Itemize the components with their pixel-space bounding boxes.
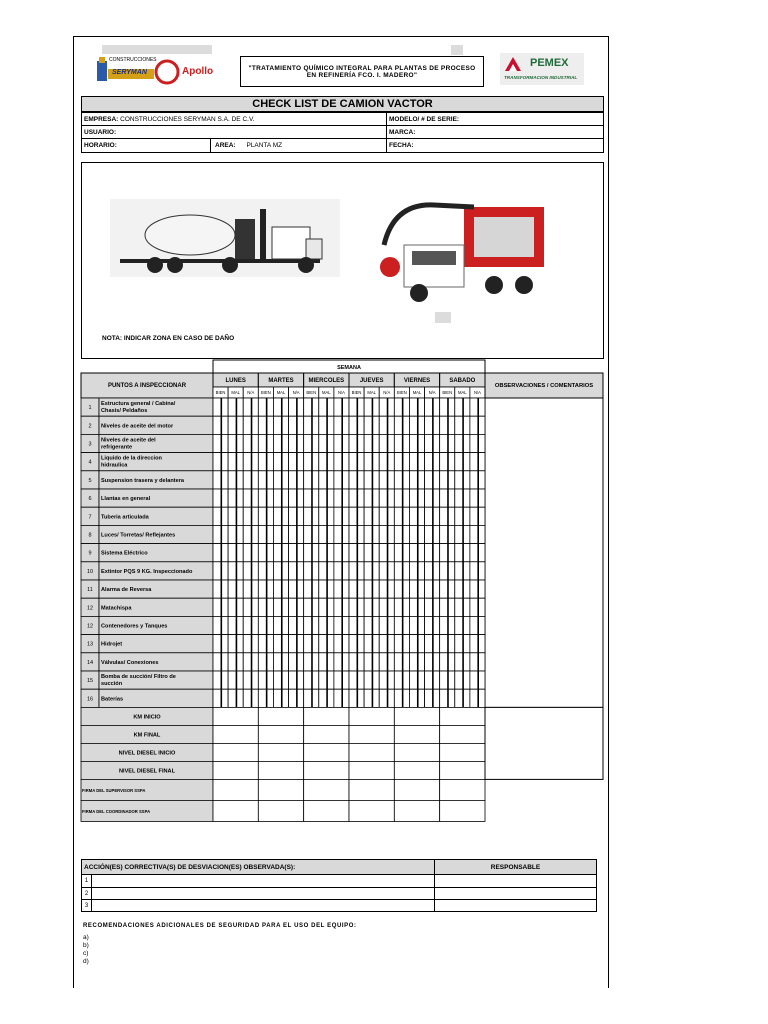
semana-label: SEMANA: [337, 365, 361, 371]
item-number: 9: [88, 550, 92, 557]
action-row-3-text[interactable]: [91, 899, 435, 912]
item-number: 11: [87, 587, 93, 594]
item-number: 6: [88, 496, 92, 503]
item-label: Tuberia articulada: [101, 514, 149, 521]
item-number: 12: [86, 605, 94, 612]
extra-row-cell: [258, 761, 303, 779]
item-number: 1: [88, 405, 92, 412]
firma-cell: [394, 779, 439, 800]
item-label-line1: Liquido de la direccion: [101, 455, 162, 462]
subcol-header: N/A: [337, 390, 345, 395]
extra-row-cell: [394, 761, 439, 779]
item-number: 4: [88, 459, 92, 466]
extra-row-label: KM INICIO: [133, 714, 161, 721]
day-header-viernes: VIERNES: [403, 378, 431, 384]
project-title-line2: EN REFINERÍA FCO. I. MADERO": [306, 71, 418, 79]
fecha-cell[interactable]: FECHA:: [386, 138, 604, 153]
extra-obs-cell: [485, 707, 603, 779]
recommendation-b: b): [83, 942, 89, 949]
item-label: Baterías: [101, 696, 124, 703]
corrective-actions-table: [81, 859, 597, 915]
subcol-header: MAL: [322, 390, 331, 395]
actions-header: ACCIÓN(ES) CORRECTIVA(S) DE DESVIACION(ES) OBSERVADA(S):: [81, 859, 435, 875]
day-header-martes: MARTES: [268, 378, 294, 384]
action-row-1-responsible[interactable]: [434, 874, 597, 888]
firma-cell: [394, 800, 439, 821]
item-label-line2: refrigerante: [101, 444, 133, 451]
usuario-cell[interactable]: USUARIO:: [81, 125, 387, 139]
extra-row-cell: [349, 743, 394, 761]
puntos-header: PUNTOS A INSPECCIONAR: [107, 383, 187, 389]
form-title: CHECK LIST DE CAMION VACTOR: [81, 96, 604, 112]
horario-cell[interactable]: HORARIO:: [81, 138, 211, 153]
extra-row-cell: [258, 707, 303, 725]
empresa-label: EMPRESA:: [84, 115, 119, 123]
item-number: 15: [86, 678, 94, 685]
day-header-lunes: LUNES: [225, 378, 246, 384]
item-label: Válvulas/ Conexiones: [101, 659, 159, 666]
extra-row-cell: [349, 707, 394, 725]
recommendations-list: [83, 934, 89, 966]
subcol-header: N/A: [428, 390, 436, 395]
extra-row-cell: [440, 743, 485, 761]
subcol-header: BIEN: [306, 390, 317, 395]
firma-label: FIRMA DEL COORDINADOR SSPA: [82, 808, 151, 814]
extra-row-cell: [440, 725, 485, 743]
extra-row-cell: [213, 743, 258, 761]
extra-row-cell: [349, 761, 394, 779]
item-label: Luces/ Torretas/ Reflejantes: [101, 532, 176, 539]
recommendation-c: c): [83, 950, 89, 957]
action-row-1-number: 1: [81, 874, 92, 888]
recommendation-a: a): [83, 934, 89, 941]
extra-row-cell: [440, 761, 485, 779]
obs-header: OBSERVACIONES / COMENTARIOS: [494, 383, 594, 389]
item-label-line1: Niveles de aceite del: [101, 437, 156, 444]
extra-row-label: NIVEL DIESEL FINAL: [118, 768, 176, 775]
obs-body-cell: [485, 398, 603, 707]
item-number: 7: [88, 514, 92, 521]
item-label: Contenedores y Tanques: [101, 623, 168, 630]
extra-row-cell: [394, 707, 439, 725]
extra-row-cell: [213, 725, 258, 743]
day-header-miercoles: MIERCOLES: [308, 378, 345, 384]
subcol-header: MAL: [458, 390, 467, 395]
action-row-3-number: 3: [81, 899, 92, 912]
item-label: Matachispa: [101, 605, 132, 612]
subcol-header: MAL: [367, 390, 376, 395]
document-page: [73, 36, 609, 988]
day-header-sabado: SABADO: [449, 378, 476, 384]
item-label-line2: Chasis/ Peldaños: [101, 408, 148, 414]
area-label: AREA:: [215, 142, 236, 149]
subcol-header: BIEN: [442, 390, 453, 395]
subcol-header: BIEN: [396, 390, 407, 395]
item-label: Niveles de aceite del motor: [101, 423, 174, 430]
extra-row-cell: [349, 725, 394, 743]
extra-row-cell: [394, 725, 439, 743]
firma-cell: [213, 800, 258, 821]
action-row-1-text[interactable]: [91, 874, 435, 888]
item-label: Suspension trasera y delantera: [101, 477, 185, 484]
firma-cell: [258, 779, 303, 800]
extra-row-cell: [394, 743, 439, 761]
extra-row-cell: [258, 743, 303, 761]
recommendation-d: d): [83, 958, 89, 965]
item-label: Hidrojet: [101, 641, 123, 648]
item-label: Extintor PQS 9 KG. Inspeccionado: [101, 568, 193, 575]
extra-row-cell: [213, 761, 258, 779]
extra-row-cell: [304, 743, 349, 761]
firma-cell: [349, 800, 394, 821]
item-label: Sistema Eléctrico: [101, 550, 148, 557]
item-number: 16: [86, 696, 94, 703]
pemex-text: PEMEX: [530, 57, 569, 69]
firma-cell: [440, 800, 485, 821]
subcol-header: N/A: [292, 390, 300, 395]
seryman-text-1: CONSTRUCCIONES: [109, 57, 157, 63]
extra-row-cell: [213, 707, 258, 725]
item-number: 8: [88, 532, 92, 539]
action-row-3-responsible[interactable]: [434, 899, 597, 912]
pemex-subtitle: TRANSFORMACION INDUSTRIAL: [504, 75, 578, 80]
item-label-line1: Estructura general / Cabina/: [101, 401, 176, 407]
subcol-header: N/A: [247, 390, 255, 395]
marca-cell[interactable]: MARCA:: [386, 125, 604, 139]
extra-row-label: NIVEL DIESEL INICIO: [118, 750, 176, 757]
damage-note: NOTA: INDICAR ZONA EN CASO DE DAÑO: [102, 335, 235, 342]
responsible-header: RESPONSABLE: [434, 859, 597, 875]
empresa-value: CONSTRUCCIONES SERYMAN S.A. DE C.V.: [120, 115, 255, 123]
modelo-cell[interactable]: MODELO/ # DE SERIE:: [386, 112, 604, 126]
item-number: 5: [88, 477, 92, 484]
area-value: PLANTA MZ: [246, 142, 283, 149]
item-number: 14: [86, 659, 94, 666]
subcol-header: BIEN: [351, 390, 362, 395]
seryman-text-2: SERYMAN: [112, 69, 147, 76]
item-label-line1: Bomba de succión/ Filtro de: [101, 674, 176, 680]
extra-row-cell: [304, 707, 349, 725]
subcol-header: MAL: [231, 390, 240, 395]
subcol-header: BIEN: [215, 390, 226, 395]
extra-row-cell: [440, 707, 485, 725]
firma-label: FIRMA DEL SUPERVISOR SSPA: [82, 787, 146, 793]
item-number: 13: [86, 641, 94, 648]
firma-cell: [258, 800, 303, 821]
extra-row-cell: [258, 725, 303, 743]
project-title-line1: "TRATAMIENTO QUÍMICO INTEGRAL PARA PLANTAS DE PROCESO: [248, 64, 476, 72]
recommendations-title: RECOMENDACIONES ADICIONALES DE SEGURIDAD PARA EL USO DEL EQUIPO:: [83, 923, 357, 929]
subcol-header: BIEN: [260, 390, 271, 395]
inspection-table: [74, 37, 610, 827]
subcol-header: MAL: [412, 390, 422, 395]
firma-cell: [304, 779, 349, 800]
subcol-header: MAL: [276, 390, 286, 395]
item-number: 2: [88, 423, 92, 430]
item-number: 3: [88, 441, 92, 448]
action-row-2-number: 2: [81, 887, 92, 900]
firma-cell: [349, 779, 394, 800]
apollo-text: Apollo: [182, 66, 214, 77]
day-header-jueves: JUEVES: [359, 378, 384, 384]
subcol-header: N/A: [383, 390, 391, 395]
firma-cell: [213, 779, 258, 800]
item-label: Llantas en general: [101, 496, 151, 503]
item-label-line2: succión: [101, 681, 123, 687]
firma-cell: [304, 800, 349, 821]
extra-row-cell: [304, 725, 349, 743]
firma-cell: [440, 779, 485, 800]
item-number: 10: [86, 568, 94, 575]
extra-row-label: KM FINAL: [133, 732, 161, 739]
item-label: Alarma de Reversa: [101, 587, 152, 594]
subcol-header: N/A: [473, 390, 481, 395]
item-number: 12: [86, 623, 94, 630]
item-label-line2: hidraulica: [101, 462, 128, 469]
extra-row-cell: [304, 761, 349, 779]
